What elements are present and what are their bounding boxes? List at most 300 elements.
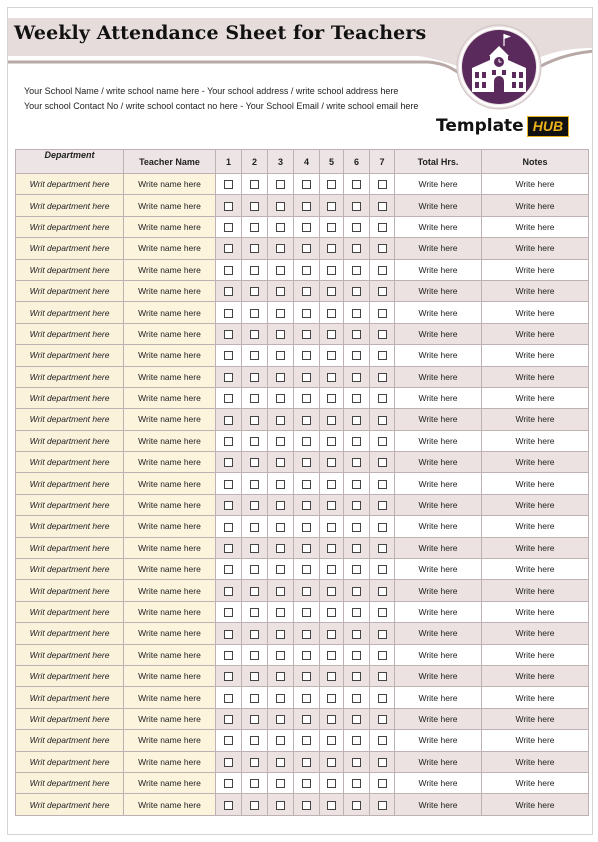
attendance-checkbox[interactable] — [250, 736, 259, 745]
teacher-name-cell[interactable]: Write name here — [124, 494, 216, 515]
total-hours-cell[interactable]: Write here — [395, 623, 482, 644]
attendance-checkbox[interactable] — [276, 758, 285, 767]
attendance-checkbox[interactable] — [224, 651, 233, 660]
attendance-checkbox[interactable] — [302, 694, 311, 703]
attendance-checkbox[interactable] — [302, 309, 311, 318]
attendance-checkbox[interactable] — [250, 480, 259, 489]
attendance-checkbox[interactable] — [250, 287, 259, 296]
attendance-checkbox[interactable] — [302, 715, 311, 724]
attendance-checkbox[interactable] — [276, 287, 285, 296]
total-hours-cell[interactable]: Write here — [395, 601, 482, 622]
teacher-name-cell[interactable]: Write name here — [124, 687, 216, 708]
notes-cell[interactable]: Write here — [482, 559, 589, 580]
attendance-checkbox[interactable] — [250, 801, 259, 810]
attendance-checkbox[interactable] — [224, 801, 233, 810]
attendance-checkbox[interactable] — [250, 523, 259, 532]
attendance-checkbox[interactable] — [352, 779, 361, 788]
attendance-checkbox[interactable] — [378, 287, 387, 296]
notes-cell[interactable]: Write here — [482, 238, 589, 259]
total-hours-cell[interactable]: Write here — [395, 452, 482, 473]
notes-cell[interactable]: Write here — [482, 259, 589, 280]
attendance-checkbox[interactable] — [224, 202, 233, 211]
attendance-checkbox[interactable] — [352, 715, 361, 724]
teacher-name-cell[interactable]: Write name here — [124, 623, 216, 644]
attendance-checkbox[interactable] — [250, 608, 259, 617]
notes-cell[interactable]: Write here — [482, 623, 589, 644]
attendance-checkbox[interactable] — [327, 202, 336, 211]
attendance-checkbox[interactable] — [327, 523, 336, 532]
notes-cell[interactable]: Write here — [482, 280, 589, 301]
attendance-checkbox[interactable] — [302, 736, 311, 745]
total-hours-cell[interactable]: Write here — [395, 559, 482, 580]
attendance-checkbox[interactable] — [302, 565, 311, 574]
teacher-name-cell[interactable]: Write name here — [124, 516, 216, 537]
department-cell[interactable]: Writ department here — [16, 280, 124, 301]
total-hours-cell[interactable]: Write here — [395, 494, 482, 515]
attendance-checkbox[interactable] — [327, 672, 336, 681]
attendance-checkbox[interactable] — [352, 758, 361, 767]
attendance-checkbox[interactable] — [250, 309, 259, 318]
attendance-checkbox[interactable] — [302, 544, 311, 553]
attendance-checkbox[interactable] — [352, 608, 361, 617]
attendance-checkbox[interactable] — [327, 608, 336, 617]
teacher-name-cell[interactable]: Write name here — [124, 751, 216, 772]
total-hours-cell[interactable]: Write here — [395, 238, 482, 259]
department-cell[interactable]: Writ department here — [16, 452, 124, 473]
attendance-checkbox[interactable] — [224, 287, 233, 296]
attendance-checkbox[interactable] — [224, 715, 233, 724]
attendance-checkbox[interactable] — [352, 437, 361, 446]
attendance-checkbox[interactable] — [302, 758, 311, 767]
attendance-checkbox[interactable] — [352, 694, 361, 703]
attendance-checkbox[interactable] — [302, 266, 311, 275]
teacher-name-cell[interactable]: Write name here — [124, 430, 216, 451]
teacher-name-cell[interactable]: Write name here — [124, 559, 216, 580]
teacher-name-cell[interactable]: Write name here — [124, 708, 216, 729]
attendance-checkbox[interactable] — [327, 223, 336, 232]
attendance-checkbox[interactable] — [378, 480, 387, 489]
total-hours-cell[interactable]: Write here — [395, 409, 482, 430]
attendance-checkbox[interactable] — [352, 180, 361, 189]
attendance-checkbox[interactable] — [302, 373, 311, 382]
attendance-checkbox[interactable] — [378, 394, 387, 403]
attendance-checkbox[interactable] — [378, 565, 387, 574]
department-cell[interactable]: Writ department here — [16, 537, 124, 558]
department-cell[interactable]: Writ department here — [16, 323, 124, 344]
attendance-checkbox[interactable] — [224, 544, 233, 553]
attendance-checkbox[interactable] — [224, 351, 233, 360]
attendance-checkbox[interactable] — [352, 458, 361, 467]
attendance-checkbox[interactable] — [224, 694, 233, 703]
attendance-checkbox[interactable] — [378, 244, 387, 253]
attendance-checkbox[interactable] — [276, 244, 285, 253]
attendance-checkbox[interactable] — [327, 630, 336, 639]
department-cell[interactable]: Writ department here — [16, 730, 124, 751]
attendance-checkbox[interactable] — [276, 309, 285, 318]
department-cell[interactable]: Writ department here — [16, 772, 124, 793]
total-hours-cell[interactable]: Write here — [395, 516, 482, 537]
attendance-checkbox[interactable] — [302, 437, 311, 446]
attendance-checkbox[interactable] — [276, 544, 285, 553]
attendance-checkbox[interactable] — [378, 694, 387, 703]
attendance-checkbox[interactable] — [327, 758, 336, 767]
attendance-checkbox[interactable] — [352, 544, 361, 553]
attendance-checkbox[interactable] — [352, 266, 361, 275]
teacher-name-cell[interactable]: Write name here — [124, 259, 216, 280]
attendance-checkbox[interactable] — [378, 608, 387, 617]
attendance-checkbox[interactable] — [276, 801, 285, 810]
total-hours-cell[interactable]: Write here — [395, 751, 482, 772]
attendance-checkbox[interactable] — [352, 630, 361, 639]
attendance-checkbox[interactable] — [250, 223, 259, 232]
attendance-checkbox[interactable] — [378, 330, 387, 339]
attendance-checkbox[interactable] — [250, 416, 259, 425]
attendance-checkbox[interactable] — [276, 715, 285, 724]
total-hours-cell[interactable]: Write here — [395, 473, 482, 494]
attendance-checkbox[interactable] — [250, 351, 259, 360]
teacher-name-cell[interactable]: Write name here — [124, 366, 216, 387]
attendance-checkbox[interactable] — [378, 180, 387, 189]
total-hours-cell[interactable]: Write here — [395, 323, 482, 344]
attendance-checkbox[interactable] — [302, 587, 311, 596]
department-cell[interactable]: Writ department here — [16, 751, 124, 772]
notes-cell[interactable]: Write here — [482, 708, 589, 729]
attendance-checkbox[interactable] — [250, 565, 259, 574]
attendance-checkbox[interactable] — [276, 651, 285, 660]
attendance-checkbox[interactable] — [327, 394, 336, 403]
attendance-checkbox[interactable] — [327, 694, 336, 703]
department-cell[interactable]: Writ department here — [16, 216, 124, 237]
attendance-checkbox[interactable] — [276, 373, 285, 382]
notes-cell[interactable]: Write here — [482, 409, 589, 430]
total-hours-cell[interactable]: Write here — [395, 302, 482, 323]
notes-cell[interactable]: Write here — [482, 345, 589, 366]
department-cell[interactable]: Writ department here — [16, 559, 124, 580]
notes-cell[interactable]: Write here — [482, 601, 589, 622]
teacher-name-cell[interactable]: Write name here — [124, 302, 216, 323]
attendance-checkbox[interactable] — [352, 565, 361, 574]
total-hours-cell[interactable]: Write here — [395, 730, 482, 751]
attendance-checkbox[interactable] — [327, 565, 336, 574]
notes-cell[interactable]: Write here — [482, 537, 589, 558]
total-hours-cell[interactable]: Write here — [395, 216, 482, 237]
attendance-checkbox[interactable] — [378, 266, 387, 275]
attendance-checkbox[interactable] — [327, 287, 336, 296]
attendance-checkbox[interactable] — [302, 501, 311, 510]
attendance-checkbox[interactable] — [224, 373, 233, 382]
attendance-checkbox[interactable] — [378, 523, 387, 532]
attendance-checkbox[interactable] — [327, 544, 336, 553]
total-hours-cell[interactable]: Write here — [395, 772, 482, 793]
attendance-checkbox[interactable] — [378, 758, 387, 767]
attendance-checkbox[interactable] — [224, 630, 233, 639]
attendance-checkbox[interactable] — [378, 779, 387, 788]
attendance-checkbox[interactable] — [250, 501, 259, 510]
attendance-checkbox[interactable] — [378, 223, 387, 232]
attendance-checkbox[interactable] — [224, 608, 233, 617]
attendance-checkbox[interactable] — [250, 758, 259, 767]
teacher-name-cell[interactable]: Write name here — [124, 644, 216, 665]
attendance-checkbox[interactable] — [224, 394, 233, 403]
notes-cell[interactable]: Write here — [482, 302, 589, 323]
attendance-checkbox[interactable] — [302, 287, 311, 296]
attendance-checkbox[interactable] — [224, 523, 233, 532]
attendance-checkbox[interactable] — [276, 458, 285, 467]
attendance-checkbox[interactable] — [327, 779, 336, 788]
attendance-checkbox[interactable] — [224, 779, 233, 788]
attendance-checkbox[interactable] — [302, 244, 311, 253]
attendance-checkbox[interactable] — [378, 202, 387, 211]
attendance-checkbox[interactable] — [302, 608, 311, 617]
teacher-name-cell[interactable]: Write name here — [124, 174, 216, 195]
attendance-checkbox[interactable] — [276, 480, 285, 489]
attendance-checkbox[interactable] — [224, 330, 233, 339]
attendance-checkbox[interactable] — [352, 672, 361, 681]
attendance-checkbox[interactable] — [327, 266, 336, 275]
teacher-name-cell[interactable]: Write name here — [124, 730, 216, 751]
teacher-name-cell[interactable]: Write name here — [124, 216, 216, 237]
notes-cell[interactable]: Write here — [482, 687, 589, 708]
attendance-checkbox[interactable] — [276, 202, 285, 211]
attendance-checkbox[interactable] — [302, 223, 311, 232]
department-cell[interactable]: Writ department here — [16, 580, 124, 601]
total-hours-cell[interactable]: Write here — [395, 195, 482, 216]
attendance-checkbox[interactable] — [378, 501, 387, 510]
notes-cell[interactable]: Write here — [482, 195, 589, 216]
notes-cell[interactable]: Write here — [482, 772, 589, 793]
attendance-checkbox[interactable] — [352, 416, 361, 425]
department-cell[interactable]: Writ department here — [16, 623, 124, 644]
department-cell[interactable]: Writ department here — [16, 430, 124, 451]
teacher-name-cell[interactable]: Write name here — [124, 473, 216, 494]
total-hours-cell[interactable]: Write here — [395, 174, 482, 195]
attendance-checkbox[interactable] — [276, 608, 285, 617]
attendance-checkbox[interactable] — [352, 480, 361, 489]
attendance-checkbox[interactable] — [250, 544, 259, 553]
attendance-checkbox[interactable] — [327, 416, 336, 425]
attendance-checkbox[interactable] — [276, 523, 285, 532]
attendance-checkbox[interactable] — [276, 672, 285, 681]
notes-cell[interactable]: Write here — [482, 794, 589, 815]
attendance-checkbox[interactable] — [276, 394, 285, 403]
attendance-checkbox[interactable] — [352, 309, 361, 318]
attendance-checkbox[interactable] — [276, 630, 285, 639]
attendance-checkbox[interactable] — [378, 416, 387, 425]
total-hours-cell[interactable]: Write here — [395, 708, 482, 729]
teacher-name-cell[interactable]: Write name here — [124, 409, 216, 430]
attendance-checkbox[interactable] — [378, 437, 387, 446]
department-cell[interactable]: Writ department here — [16, 708, 124, 729]
attendance-checkbox[interactable] — [276, 351, 285, 360]
attendance-checkbox[interactable] — [224, 672, 233, 681]
attendance-checkbox[interactable] — [378, 544, 387, 553]
attendance-checkbox[interactable] — [224, 416, 233, 425]
total-hours-cell[interactable]: Write here — [395, 687, 482, 708]
attendance-checkbox[interactable] — [224, 437, 233, 446]
attendance-checkbox[interactable] — [224, 565, 233, 574]
attendance-checkbox[interactable] — [302, 630, 311, 639]
attendance-checkbox[interactable] — [327, 715, 336, 724]
attendance-checkbox[interactable] — [327, 180, 336, 189]
attendance-checkbox[interactable] — [302, 180, 311, 189]
attendance-checkbox[interactable] — [352, 202, 361, 211]
attendance-checkbox[interactable] — [378, 736, 387, 745]
attendance-checkbox[interactable] — [250, 180, 259, 189]
teacher-name-cell[interactable]: Write name here — [124, 772, 216, 793]
attendance-checkbox[interactable] — [327, 330, 336, 339]
department-cell[interactable]: Writ department here — [16, 601, 124, 622]
attendance-checkbox[interactable] — [352, 223, 361, 232]
attendance-checkbox[interactable] — [352, 651, 361, 660]
department-cell[interactable]: Writ department here — [16, 794, 124, 815]
attendance-checkbox[interactable] — [327, 309, 336, 318]
attendance-checkbox[interactable] — [250, 373, 259, 382]
attendance-checkbox[interactable] — [327, 244, 336, 253]
attendance-checkbox[interactable] — [276, 736, 285, 745]
total-hours-cell[interactable]: Write here — [395, 665, 482, 686]
attendance-checkbox[interactable] — [224, 587, 233, 596]
department-cell[interactable]: Writ department here — [16, 473, 124, 494]
attendance-checkbox[interactable] — [327, 458, 336, 467]
department-cell[interactable]: Writ department here — [16, 302, 124, 323]
attendance-checkbox[interactable] — [276, 437, 285, 446]
attendance-checkbox[interactable] — [352, 244, 361, 253]
teacher-name-cell[interactable]: Write name here — [124, 601, 216, 622]
attendance-checkbox[interactable] — [327, 501, 336, 510]
attendance-checkbox[interactable] — [224, 244, 233, 253]
attendance-checkbox[interactable] — [352, 523, 361, 532]
teacher-name-cell[interactable]: Write name here — [124, 794, 216, 815]
department-cell[interactable]: Writ department here — [16, 494, 124, 515]
teacher-name-cell[interactable]: Write name here — [124, 238, 216, 259]
attendance-checkbox[interactable] — [352, 394, 361, 403]
notes-cell[interactable]: Write here — [482, 387, 589, 408]
attendance-checkbox[interactable] — [276, 223, 285, 232]
notes-cell[interactable]: Write here — [482, 216, 589, 237]
attendance-checkbox[interactable] — [378, 373, 387, 382]
attendance-checkbox[interactable] — [378, 458, 387, 467]
attendance-checkbox[interactable] — [327, 480, 336, 489]
notes-cell[interactable]: Write here — [482, 174, 589, 195]
attendance-checkbox[interactable] — [302, 672, 311, 681]
attendance-checkbox[interactable] — [352, 287, 361, 296]
department-cell[interactable]: Writ department here — [16, 366, 124, 387]
notes-cell[interactable]: Write here — [482, 452, 589, 473]
attendance-checkbox[interactable] — [224, 480, 233, 489]
attendance-checkbox[interactable] — [378, 351, 387, 360]
department-cell[interactable]: Writ department here — [16, 174, 124, 195]
department-cell[interactable]: Writ department here — [16, 387, 124, 408]
attendance-checkbox[interactable] — [378, 801, 387, 810]
department-cell[interactable]: Writ department here — [16, 195, 124, 216]
attendance-checkbox[interactable] — [302, 330, 311, 339]
total-hours-cell[interactable]: Write here — [395, 430, 482, 451]
total-hours-cell[interactable]: Write here — [395, 644, 482, 665]
attendance-checkbox[interactable] — [378, 630, 387, 639]
teacher-name-cell[interactable]: Write name here — [124, 580, 216, 601]
attendance-checkbox[interactable] — [352, 587, 361, 596]
attendance-checkbox[interactable] — [327, 351, 336, 360]
attendance-checkbox[interactable] — [327, 651, 336, 660]
attendance-checkbox[interactable] — [250, 330, 259, 339]
attendance-checkbox[interactable] — [352, 351, 361, 360]
attendance-checkbox[interactable] — [276, 180, 285, 189]
notes-cell[interactable]: Write here — [482, 473, 589, 494]
teacher-name-cell[interactable]: Write name here — [124, 195, 216, 216]
total-hours-cell[interactable]: Write here — [395, 537, 482, 558]
department-cell[interactable]: Writ department here — [16, 259, 124, 280]
total-hours-cell[interactable]: Write here — [395, 387, 482, 408]
attendance-checkbox[interactable] — [250, 694, 259, 703]
notes-cell[interactable]: Write here — [482, 516, 589, 537]
attendance-checkbox[interactable] — [250, 715, 259, 724]
attendance-checkbox[interactable] — [250, 630, 259, 639]
attendance-checkbox[interactable] — [378, 672, 387, 681]
attendance-checkbox[interactable] — [352, 501, 361, 510]
attendance-checkbox[interactable] — [378, 309, 387, 318]
teacher-name-cell[interactable]: Write name here — [124, 537, 216, 558]
attendance-checkbox[interactable] — [276, 501, 285, 510]
attendance-checkbox[interactable] — [224, 223, 233, 232]
attendance-checkbox[interactable] — [224, 180, 233, 189]
attendance-checkbox[interactable] — [276, 587, 285, 596]
attendance-checkbox[interactable] — [224, 758, 233, 767]
total-hours-cell[interactable]: Write here — [395, 366, 482, 387]
attendance-checkbox[interactable] — [302, 801, 311, 810]
teacher-name-cell[interactable]: Write name here — [124, 452, 216, 473]
teacher-name-cell[interactable]: Write name here — [124, 387, 216, 408]
attendance-checkbox[interactable] — [224, 501, 233, 510]
attendance-checkbox[interactable] — [302, 480, 311, 489]
department-cell[interactable]: Writ department here — [16, 345, 124, 366]
notes-cell[interactable]: Write here — [482, 644, 589, 665]
attendance-checkbox[interactable] — [250, 202, 259, 211]
attendance-checkbox[interactable] — [302, 351, 311, 360]
attendance-checkbox[interactable] — [302, 458, 311, 467]
attendance-checkbox[interactable] — [302, 416, 311, 425]
total-hours-cell[interactable]: Write here — [395, 345, 482, 366]
attendance-checkbox[interactable] — [327, 801, 336, 810]
attendance-checkbox[interactable] — [378, 651, 387, 660]
department-cell[interactable]: Writ department here — [16, 238, 124, 259]
notes-cell[interactable]: Write here — [482, 751, 589, 772]
attendance-checkbox[interactable] — [276, 779, 285, 788]
teacher-name-cell[interactable]: Write name here — [124, 345, 216, 366]
attendance-checkbox[interactable] — [224, 266, 233, 275]
attendance-checkbox[interactable] — [224, 309, 233, 318]
attendance-checkbox[interactable] — [276, 694, 285, 703]
attendance-checkbox[interactable] — [224, 736, 233, 745]
attendance-checkbox[interactable] — [250, 779, 259, 788]
teacher-name-cell[interactable]: Write name here — [124, 665, 216, 686]
attendance-checkbox[interactable] — [276, 266, 285, 275]
attendance-checkbox[interactable] — [302, 779, 311, 788]
attendance-checkbox[interactable] — [302, 394, 311, 403]
attendance-checkbox[interactable] — [352, 736, 361, 745]
attendance-checkbox[interactable] — [302, 523, 311, 532]
notes-cell[interactable]: Write here — [482, 665, 589, 686]
attendance-checkbox[interactable] — [250, 587, 259, 596]
attendance-checkbox[interactable] — [250, 458, 259, 467]
attendance-checkbox[interactable] — [327, 736, 336, 745]
attendance-checkbox[interactable] — [352, 330, 361, 339]
attendance-checkbox[interactable] — [302, 651, 311, 660]
attendance-checkbox[interactable] — [302, 202, 311, 211]
attendance-checkbox[interactable] — [250, 266, 259, 275]
notes-cell[interactable]: Write here — [482, 430, 589, 451]
attendance-checkbox[interactable] — [250, 244, 259, 253]
attendance-checkbox[interactable] — [250, 394, 259, 403]
